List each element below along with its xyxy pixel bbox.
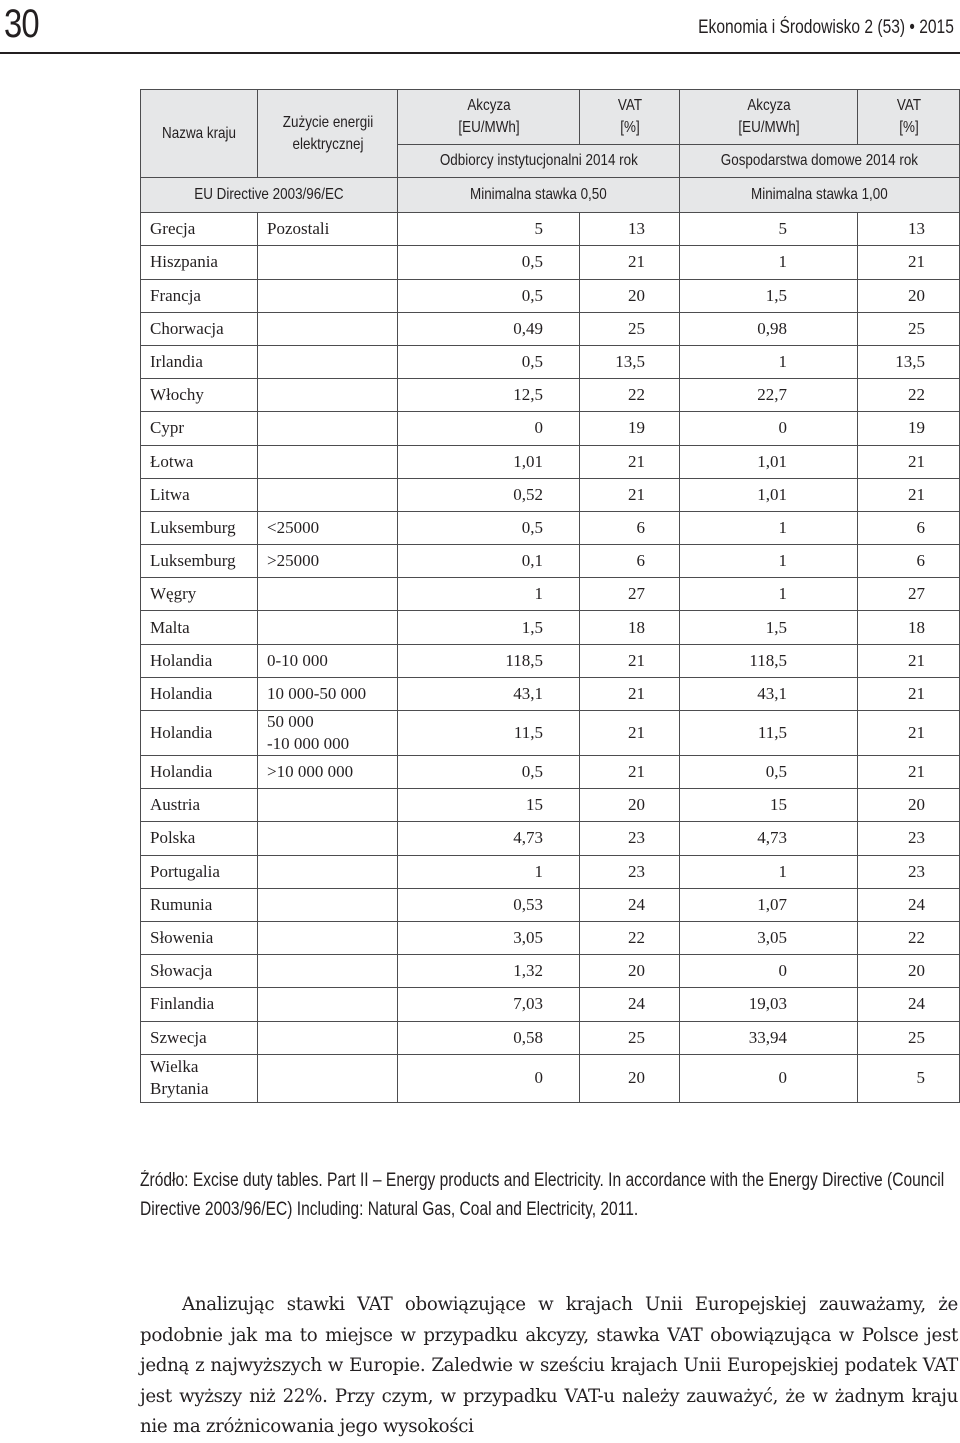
country-cell: Wielka Brytania: [141, 1054, 258, 1102]
country-cell: Słowenia: [141, 921, 258, 954]
table-row: [141, 756, 960, 789]
country-cell: Chorwacja: [141, 312, 258, 345]
vat-institutional-cell: 13,5: [580, 345, 680, 378]
source-note: Źródło: Excise duty tables. Part II – Energy products and Electricity. In accordance with the Energy Directive (Council Directive 2003/96/EC) Including: Natural Gas, Coal and Electricity, 2011.: [140, 1170, 945, 1220]
consumption-cell: [258, 379, 398, 412]
vat-institutional-cell: 25: [580, 1021, 680, 1054]
vat-household-cell: 13,5: [858, 345, 960, 378]
consumption-cell: 0-10 000: [258, 644, 398, 677]
consumption-cell: [258, 578, 398, 611]
vat-institutional-cell: 19: [580, 412, 680, 445]
excise-institutional-cell: 0,5: [398, 756, 580, 789]
country-cell: Holandia: [141, 677, 258, 710]
consumption-cell: [258, 345, 398, 378]
country-cell: Luksemburg: [141, 545, 258, 578]
excise-institutional-cell: 0,52: [398, 478, 580, 511]
vat-institutional-cell: 25: [580, 312, 680, 345]
country-cell: Francja: [141, 279, 258, 312]
consumption-cell: >10 000 000: [258, 756, 398, 789]
vat-household-cell: 20: [858, 279, 960, 312]
vat-institutional-cell: 21: [580, 711, 680, 756]
excise-institutional-cell: 118,5: [398, 644, 580, 677]
excise-institutional-cell: 1,5: [398, 611, 580, 644]
vat-household-cell: 13: [858, 213, 960, 246]
vat-institutional-cell: 27: [580, 578, 680, 611]
table-row: [141, 711, 960, 756]
consumption-cell: [258, 1021, 398, 1054]
vat-household-cell: 19: [858, 412, 960, 445]
vat-household-cell: 6: [858, 511, 960, 544]
consumption-cell: [258, 312, 398, 345]
excise-household-cell: 1,5: [680, 279, 858, 312]
table-row: [141, 1021, 960, 1054]
table-row: [141, 644, 960, 677]
excise-household-cell: 1,07: [680, 888, 858, 921]
header-excise-institutional: Akcyza [EU/MWh]: [398, 90, 580, 145]
excise-household-cell: 4,73: [680, 822, 858, 855]
excise-institutional-cell: 7,03: [398, 988, 580, 1021]
excise-household-cell: 1: [680, 578, 858, 611]
consumption-cell: 10 000-50 000: [258, 677, 398, 710]
country-cell: Łotwa: [141, 445, 258, 478]
vat-institutional-cell: 21: [580, 644, 680, 677]
country-cell: Holandia: [141, 711, 258, 756]
vat-household-cell: 21: [858, 246, 960, 279]
country-cell: Finlandia: [141, 988, 258, 1021]
excise-household-cell: 43,1: [680, 677, 858, 710]
excise-institutional-cell: 1,01: [398, 445, 580, 478]
vat-household-cell: 21: [858, 711, 960, 756]
country-cell: Irlandia: [141, 345, 258, 378]
header-country: Nazwa kraju: [141, 90, 258, 178]
page-header: [0, 0, 960, 56]
tax-rates-table: [140, 89, 960, 1103]
excise-institutional-cell: 4,73: [398, 822, 580, 855]
excise-institutional-cell: 5: [398, 213, 580, 246]
vat-institutional-cell: 24: [580, 888, 680, 921]
excise-household-cell: 33,94: [680, 1021, 858, 1054]
vat-institutional-cell: 20: [580, 279, 680, 312]
table-row: [141, 955, 960, 988]
table-row: [141, 279, 960, 312]
country-cell: Grecja: [141, 213, 258, 246]
vat-institutional-cell: 6: [580, 511, 680, 544]
consumption-cell: <25000: [258, 511, 398, 544]
vat-household-cell: 5: [858, 1054, 960, 1102]
table-row: [141, 921, 960, 954]
consumption-cell: [258, 611, 398, 644]
country-cell: Austria: [141, 789, 258, 822]
table-row: [141, 677, 960, 710]
header-group-institutional: Odbiorcy instytucjonalni 2014 rok: [398, 145, 680, 178]
excise-household-cell: 3,05: [680, 921, 858, 954]
country-cell: Holandia: [141, 644, 258, 677]
table-row: [141, 611, 960, 644]
table-row: [141, 545, 960, 578]
header-excise-household: Akcyza [EU/MWh]: [680, 90, 858, 145]
table-row: [141, 578, 960, 611]
vat-household-cell: 21: [858, 644, 960, 677]
excise-institutional-cell: 12,5: [398, 379, 580, 412]
consumption-cell: Pozostali: [258, 213, 398, 246]
table-row: [141, 412, 960, 445]
excise-institutional-cell: 3,05: [398, 921, 580, 954]
vat-household-cell: 21: [858, 445, 960, 478]
header-min-institutional: Minimalna stawka 0,50: [398, 178, 680, 213]
excise-institutional-cell: 43,1: [398, 677, 580, 710]
vat-institutional-cell: 20: [580, 789, 680, 822]
vat-household-cell: 20: [858, 789, 960, 822]
vat-institutional-cell: 21: [580, 246, 680, 279]
consumption-cell: [258, 822, 398, 855]
header-min-household: Minimalna stawka 1,00: [680, 178, 960, 213]
excise-institutional-cell: 1: [398, 578, 580, 611]
vat-institutional-cell: 21: [580, 756, 680, 789]
excise-household-cell: 1,01: [680, 445, 858, 478]
consumption-cell: [258, 412, 398, 445]
vat-household-cell: 21: [858, 677, 960, 710]
excise-institutional-cell: 0: [398, 1054, 580, 1102]
vat-institutional-cell: 21: [580, 445, 680, 478]
vat-household-cell: 22: [858, 379, 960, 412]
excise-institutional-cell: 1: [398, 855, 580, 888]
table-row: [141, 445, 960, 478]
excise-institutional-cell: 11,5: [398, 711, 580, 756]
excise-household-cell: 1: [680, 545, 858, 578]
vat-institutional-cell: 21: [580, 677, 680, 710]
excise-household-cell: 1,5: [680, 611, 858, 644]
country-cell: Polska: [141, 822, 258, 855]
table-row: [141, 312, 960, 345]
consumption-cell: [258, 888, 398, 921]
country-cell: Hiszpania: [141, 246, 258, 279]
consumption-cell: [258, 279, 398, 312]
excise-household-cell: 1: [680, 246, 858, 279]
table-row: [141, 246, 960, 279]
header-directive: EU Directive 2003/96/EC: [141, 178, 398, 213]
excise-household-cell: 5: [680, 213, 858, 246]
country-cell: Szwecja: [141, 1021, 258, 1054]
consumption-cell: [258, 855, 398, 888]
country-cell: Węgry: [141, 578, 258, 611]
excise-institutional-cell: 0,5: [398, 511, 580, 544]
table-row: [141, 478, 960, 511]
header-vat-institutional: VAT [%]: [580, 90, 680, 145]
vat-institutional-cell: 24: [580, 988, 680, 1021]
excise-institutional-cell: 0,49: [398, 312, 580, 345]
vat-institutional-cell: 13: [580, 213, 680, 246]
excise-household-cell: 0: [680, 1054, 858, 1102]
excise-household-cell: 19,03: [680, 988, 858, 1021]
excise-household-cell: 1: [680, 855, 858, 888]
vat-institutional-cell: 22: [580, 921, 680, 954]
vat-household-cell: 18: [858, 611, 960, 644]
excise-household-cell: 1,01: [680, 478, 858, 511]
country-cell: Słowacja: [141, 955, 258, 988]
consumption-cell: [258, 478, 398, 511]
vat-institutional-cell: 6: [580, 545, 680, 578]
consumption-cell: [258, 988, 398, 1021]
vat-household-cell: 24: [858, 988, 960, 1021]
country-cell: Rumunia: [141, 888, 258, 921]
table-row: [141, 1054, 960, 1102]
excise-household-cell: 15: [680, 789, 858, 822]
vat-household-cell: 6: [858, 545, 960, 578]
excise-household-cell: 11,5: [680, 711, 858, 756]
excise-institutional-cell: 0: [398, 412, 580, 445]
vat-institutional-cell: 23: [580, 822, 680, 855]
country-cell: Holandia: [141, 756, 258, 789]
vat-household-cell: 24: [858, 888, 960, 921]
excise-institutional-cell: 0,53: [398, 888, 580, 921]
table-row: [141, 379, 960, 412]
excise-household-cell: 1: [680, 511, 858, 544]
excise-institutional-cell: 0,5: [398, 345, 580, 378]
country-cell: Portugalia: [141, 855, 258, 888]
vat-institutional-cell: 21: [580, 478, 680, 511]
excise-household-cell: 1: [680, 345, 858, 378]
vat-household-cell: 25: [858, 312, 960, 345]
vat-household-cell: 21: [858, 478, 960, 511]
vat-household-cell: 20: [858, 955, 960, 988]
vat-household-cell: 22: [858, 921, 960, 954]
vat-household-cell: 27: [858, 578, 960, 611]
excise-household-cell: 0: [680, 412, 858, 445]
body-paragraph: Analizując stawki VAT obowiązujące w krajach Unii Europejskiej zauważamy, że podobnie jak ma to miejsce w przypadku akcyzy, stawka VAT obowiązująca w Polsce jest jedną z najwyższych w Europie. Zaledwie w sześciu krajach Unii Europejskiej podatek VAT jest wyższy niż 22%. Przy czym, w przypadku VAT-u należy zauważyć, że w żadnym kraju nie ma zróżnicowania jego wysokości: [140, 1294, 958, 1437]
country-cell: Malta: [141, 611, 258, 644]
header-rule: [0, 52, 960, 54]
consumption-cell: [258, 1054, 398, 1102]
excise-household-cell: 0,98: [680, 312, 858, 345]
excise-institutional-cell: 0,1: [398, 545, 580, 578]
header-vat-household: VAT [%]: [858, 90, 960, 145]
table-row: [141, 988, 960, 1021]
consumption-cell: >25000: [258, 545, 398, 578]
country-cell: Litwa: [141, 478, 258, 511]
table-row: [141, 822, 960, 855]
vat-household-cell: 23: [858, 822, 960, 855]
table-row: [141, 213, 960, 246]
consumption-cell: [258, 246, 398, 279]
journal-title: Ekonomia i Środowisko 2 (53) • 2015: [698, 17, 954, 38]
vat-institutional-cell: 20: [580, 955, 680, 988]
excise-household-cell: 0: [680, 955, 858, 988]
consumption-cell: [258, 921, 398, 954]
consumption-cell: [258, 445, 398, 478]
header-consumption: Zużycie energii elektrycznej: [258, 90, 398, 178]
header-group-household: Gospodarstwa domowe 2014 rok: [680, 145, 960, 178]
consumption-cell: [258, 789, 398, 822]
table-row: [141, 511, 960, 544]
country-cell: Cypr: [141, 412, 258, 445]
vat-institutional-cell: 22: [580, 379, 680, 412]
vat-household-cell: 25: [858, 1021, 960, 1054]
vat-institutional-cell: 23: [580, 855, 680, 888]
excise-household-cell: 118,5: [680, 644, 858, 677]
table-row: [141, 855, 960, 888]
page-number: 30: [4, 2, 39, 46]
excise-household-cell: 0,5: [680, 756, 858, 789]
table-row: [141, 888, 960, 921]
vat-household-cell: 23: [858, 855, 960, 888]
table-row: [141, 345, 960, 378]
country-cell: Włochy: [141, 379, 258, 412]
excise-institutional-cell: 0,5: [398, 246, 580, 279]
country-cell: Luksemburg: [141, 511, 258, 544]
vat-institutional-cell: 18: [580, 611, 680, 644]
excise-household-cell: 22,7: [680, 379, 858, 412]
vat-institutional-cell: 20: [580, 1054, 680, 1102]
consumption-cell: [258, 955, 398, 988]
excise-institutional-cell: 0,5: [398, 279, 580, 312]
vat-household-cell: 21: [858, 756, 960, 789]
excise-institutional-cell: 0,58: [398, 1021, 580, 1054]
excise-institutional-cell: 1,32: [398, 955, 580, 988]
consumption-cell: 50 000 -10 000 000: [258, 711, 398, 756]
excise-institutional-cell: 15: [398, 789, 580, 822]
table-row: [141, 789, 960, 822]
